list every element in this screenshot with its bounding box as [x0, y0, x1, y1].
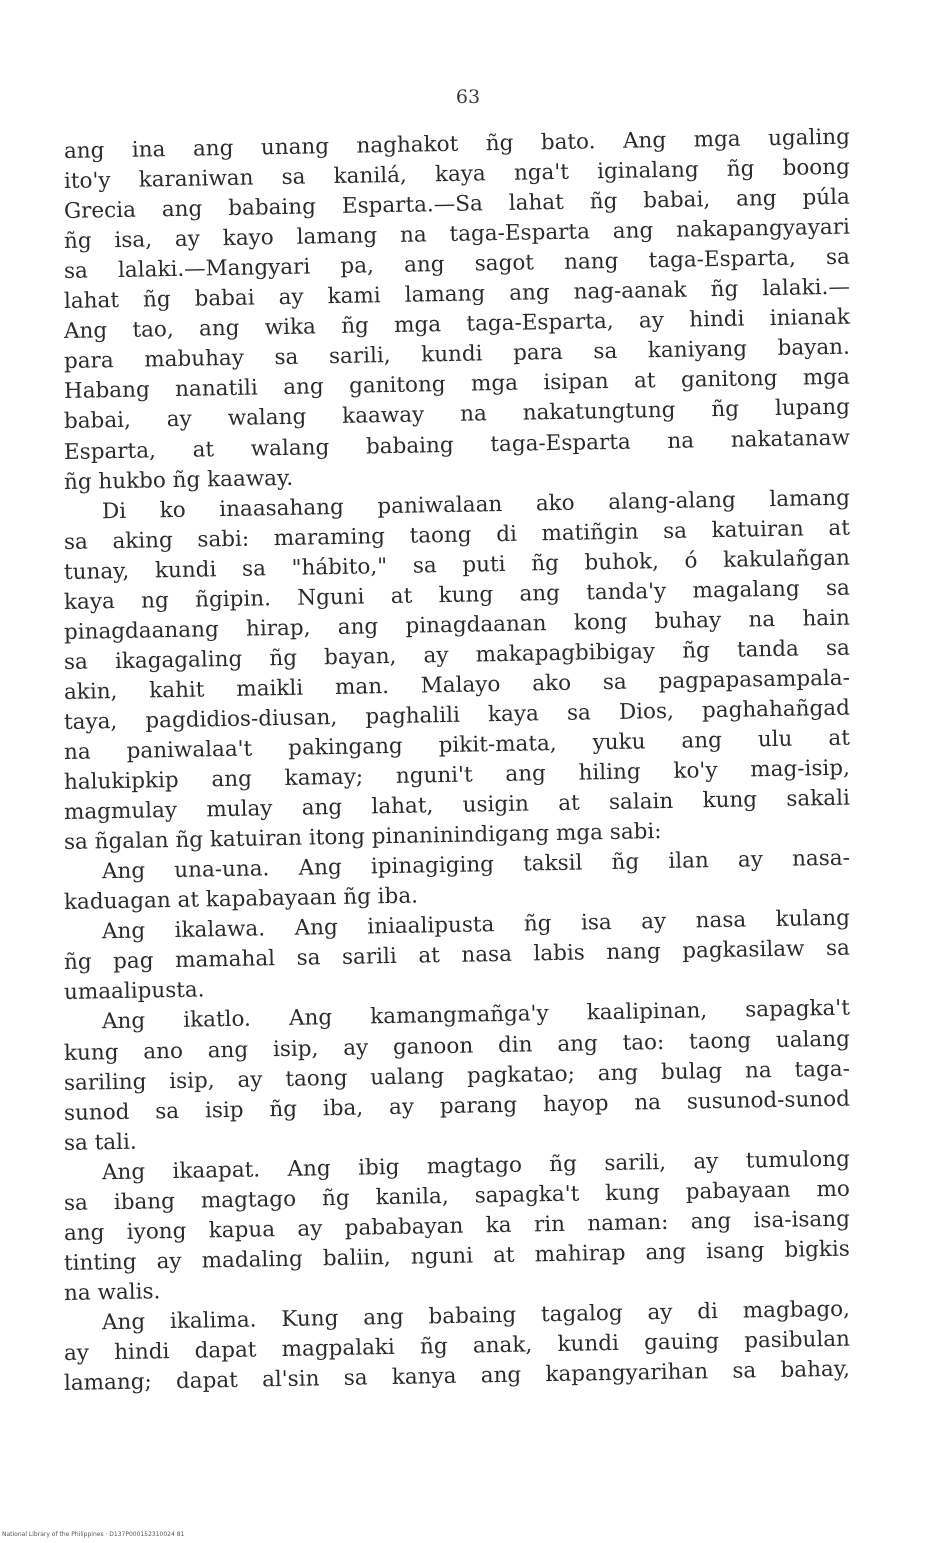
text-line: Ang ikalima. Kung ang babaing tagalog ay di magbago,: [101, 1296, 851, 1336]
text-line: Ang ikaapat. Ang ibig magtago ñg sarili, ay tumulong: [101, 1146, 851, 1185]
text-line: lamang; dapat al'sin sa kanya ang kapangyarihan sa bahay,: [63, 1356, 851, 1397]
text-line: ñg pag mamahal sa sarili at nasa labis nang pagkasilaw sa: [63, 935, 851, 976]
page-number: 63: [455, 86, 481, 108]
text-line: akin, kahit maikli man. Malayo ako sa pagpapasampala-: [63, 665, 851, 705]
text-line: ito'y karaniwan sa kanilá, kaya nga't iginalang ñg boong: [63, 154, 851, 195]
text-line: Ang una-una. Ang ipinagiging taksil ñg ilan ay nasa-: [101, 845, 851, 885]
text-line: Ang ikalawa. Ang iniaalipusta ñg isa ay nasa kulang: [101, 905, 851, 945]
text-line: sa tali.: [63, 1129, 137, 1156]
text-line: ay hindi dapat magpalaki ñg anak, kundi gauing pasibulan: [63, 1326, 851, 1366]
text-line: sa ibang magtago ñg kanila, sapagka't kung pabayaan mo: [63, 1176, 851, 1216]
text-line: Ang tao, ang wika ñg mga taga-Esparta, ay hindi inianak: [63, 304, 851, 345]
text-line: para mabuhay sa sarili, kundi para sa kaniyang bayan.: [63, 334, 851, 375]
text-line: tunay, kundi sa "hábito," sa puti ñg buhok, ó kakulañgan: [63, 545, 851, 585]
text-line: ñg isa, ay kayo lamang na taga-Esparta ang nakapangyayari: [63, 214, 851, 255]
text-line: sa lalaki.—Mangyari pa, ang sagot nang taga-Esparta, sa: [63, 244, 851, 285]
text-line: umaalipusta.: [63, 977, 205, 1006]
text-line: ang iyong kapua ay pababayan ka rin naman: ang isa-isang: [63, 1206, 851, 1246]
text-line: kung ano ang isip, ay ganoon din ang tao: taong ualang: [63, 1026, 851, 1066]
text-line: kaya ng ñgipin. Nguni at kung ang tanda'y magalang sa: [63, 575, 851, 615]
text-line: Habang nanatili ang ganitong mga isipan at ganitong mga: [63, 364, 851, 405]
text-line: ñg hukbo ñg kaaway.: [63, 465, 294, 495]
text-line: Esparta, at walang babaing taga-Esparta na nakatanaw: [63, 425, 851, 465]
text-line: tinting ay madaling baliin, nguni at mahirap ang isang bigkis: [63, 1236, 851, 1276]
text-line: pinagdaanang hirap, ang pinagdaanan kong buhay na hain: [63, 605, 851, 645]
text-line: Ang ikatlo. Ang kamangmañga'y kaalipinan, sapagka't: [101, 996, 851, 1035]
text-line: sa ñgalan ñg katuiran itong pinaninindigang mga sabi:: [63, 819, 662, 856]
text-line: sariling isip, ay taong ualang pagkatao; ang bulag na taga-: [63, 1056, 851, 1096]
text-line: sa ikagagaling ñg bayan, ay makapagbibigay ñg tanda sa: [63, 635, 851, 675]
text-line: na paniwalaa't pakingang pikit-mata, yuku ang ulu at: [63, 725, 851, 765]
text-line: halukipkip ang kamay; nguni't ang hiling ko'y mag-isip,: [63, 755, 851, 796]
footer-source-note: National Library of the Philippines · D137P000152310024 81: [2, 1531, 185, 1538]
text-line: Grecia ang babaing Esparta.—Sa lahat ñg babai, ang púla: [63, 184, 851, 225]
text-line: kaduagan at kapabayaan ñg iba.: [63, 883, 419, 916]
text-line: Di ko inaasahang paniwalaan ako alang-alang lamang: [101, 485, 851, 524]
text-line: sunod sa isip ñg iba, ay parang hayop na susunod-sunod: [63, 1086, 851, 1126]
text-line: na walis.: [63, 1279, 161, 1306]
text-line: ang ina ang unang naghakot ñg bato. Ang mga ugaling: [63, 124, 851, 164]
text-line: sa aking sabi: maraming taong di matiñgin sa katuiran at: [63, 515, 851, 555]
text-line: babai, ay walang kaaway na nakatungtung ñg lupang: [63, 395, 851, 435]
text-line: taya, pagdidios-diusan, paghalili kaya sa Dios, paghahañgad: [63, 695, 851, 735]
text-line: magmulay mulay ang lahat, usigin at salain kung sakali: [63, 785, 851, 826]
text-line: lahat ñg babai ay kami lamang ang nag-aanak ñg lalaki.—: [63, 274, 851, 315]
